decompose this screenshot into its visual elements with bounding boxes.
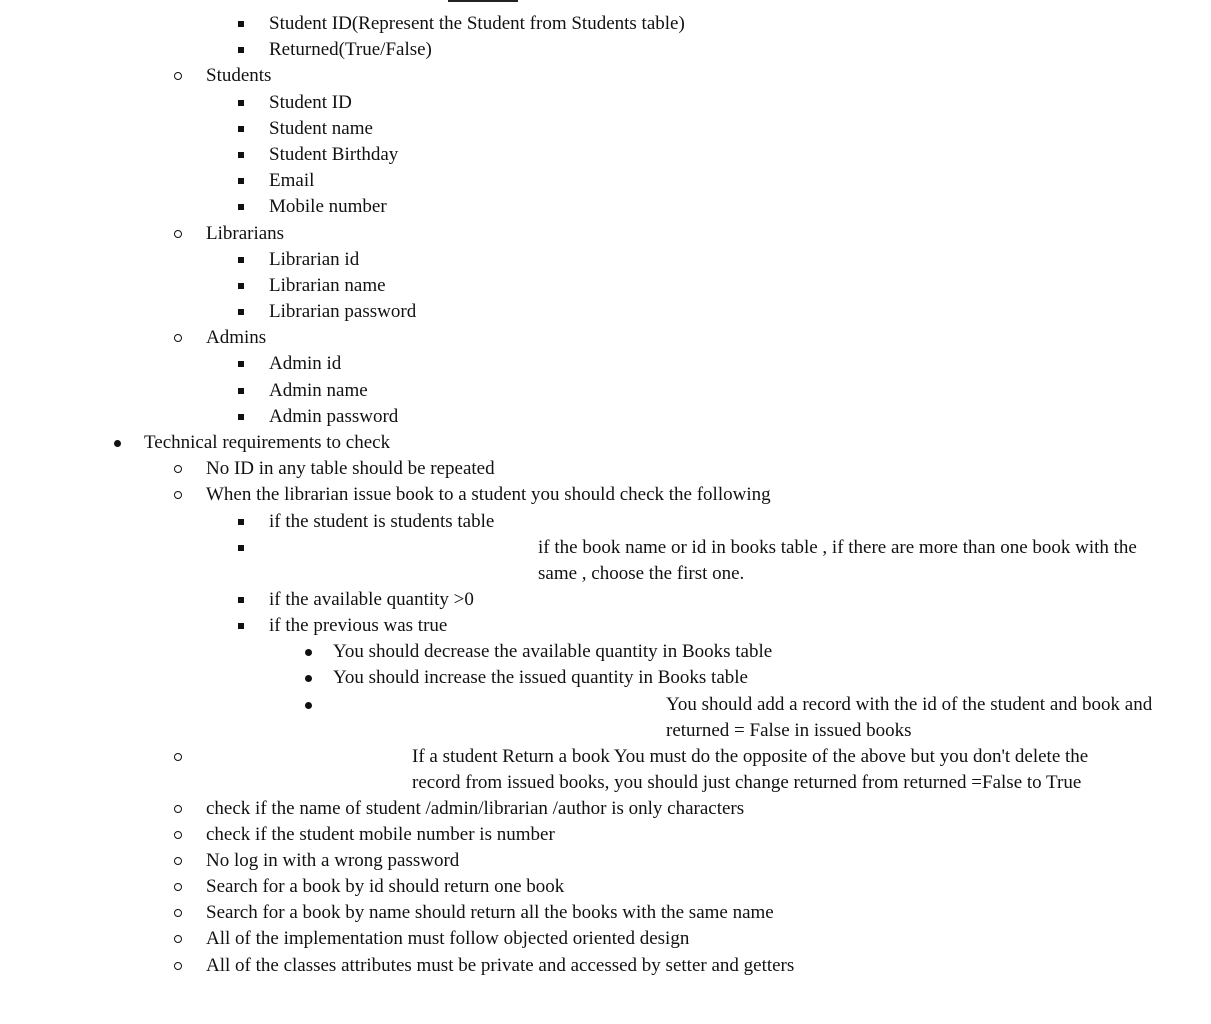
round-bullet-icon [114,440,121,447]
square-bullet-icon [238,100,244,106]
list-item-text: Email [269,170,315,192]
list-item [0,900,906,926]
circle-bullet-icon [174,857,182,865]
list-item [0,37,906,63]
list-item [0,63,906,89]
list-item-text: Student name [269,117,373,139]
list-item-text: Students [206,65,272,87]
list-item [0,430,906,456]
list-item [0,378,906,404]
list-item [0,90,906,116]
list-item [0,404,906,430]
list-item [0,822,906,848]
list-item-text: Librarians [206,222,285,244]
list-item [0,926,906,952]
list-item-text: Admins [206,327,267,349]
list-item-text: Student ID(Represent the Student from Students table) [269,13,685,34]
square-bullet-icon [238,519,244,525]
list-item-text: if the available quantity >0 [269,588,474,610]
document-body [0,11,1153,979]
circle-bullet-icon [174,72,182,80]
list-item-text: Mobile number [269,196,387,218]
list-item-text: if the book name or id in books table , if there are more than one book with the same , choose the first one. [538,536,1137,584]
list-item [0,848,906,874]
circle-bullet-icon [174,962,182,970]
circle-bullet-icon [174,491,182,499]
square-bullet-icon [238,309,244,315]
square-bullet-icon [238,152,244,158]
list-item-text: When the librarian issue book to a student you should check the following [206,484,771,506]
list-item-text: No log in with a wrong password [206,849,460,871]
square-bullet-icon [238,597,244,603]
list-item-text: check if the name of student /admin/librarian /author is only characters [206,797,745,819]
list-item [0,11,906,37]
list-item-text: if the previous was true [269,614,448,636]
list-item [0,509,906,535]
square-bullet-icon [238,283,244,289]
list-item-text: You should add a record with the id of the student and book and returned = False in issued books [666,693,1153,741]
list-item [0,535,1137,587]
list-item [0,247,906,273]
list-item-text: Student Birthday [269,143,399,165]
list-item-text: If a student Return a book You must do the opposite of the above but you don't delete the record from issued books, you should just change returned from returned =False to True [412,745,1089,793]
list-item [0,299,906,325]
circle-bullet-icon [174,805,182,813]
circle-bullet-icon [174,935,182,943]
round-bullet-icon [305,649,312,656]
top-divider [448,0,518,2]
list-item-text: Returned(True/False) [269,39,432,61]
list-item-text: You should decrease the available quantity in Books table [333,641,773,663]
round-bullet-icon [305,702,312,709]
circle-bullet-icon [174,465,182,473]
list-item-text: You should increase the issued quantity in Books table [333,667,748,689]
list-item-text: Student ID [269,91,352,113]
list-item-text: All of the classes attributes must be private and accessed by setter and getters [206,954,795,976]
circle-bullet-icon [174,753,182,761]
list-item [0,325,906,351]
list-item [0,744,1089,796]
list-item [0,613,906,639]
list-item [0,953,906,979]
circle-bullet-icon [174,334,182,342]
circle-bullet-icon [174,883,182,891]
square-bullet-icon [238,414,244,420]
square-bullet-icon [238,126,244,132]
square-bullet-icon [238,47,244,53]
list-item [0,665,906,691]
list-item-text: if the student is students table [269,510,495,532]
list-item [0,639,906,665]
square-bullet-icon [238,178,244,184]
square-bullet-icon [238,388,244,394]
circle-bullet-icon [174,230,182,238]
square-bullet-icon [238,257,244,263]
square-bullet-icon [238,204,244,210]
list-item-text: Admin password [269,405,399,427]
list-item [0,796,906,822]
circle-bullet-icon [174,909,182,917]
list-item [0,587,906,613]
list-item [0,692,1153,744]
section-heading: Technical requirements to check [144,432,391,453]
list-item [0,456,906,482]
list-item-text: Librarian password [269,301,417,323]
circle-bullet-icon [174,831,182,839]
list-item [0,142,906,168]
list-item [0,482,906,508]
list-item-text: Librarian name [269,274,386,296]
list-item-text: check if the student mobile number is number [206,823,555,845]
list-item [0,351,906,377]
square-bullet-icon [238,623,244,629]
list-item-text: Admin name [269,379,368,401]
list-item-text: No ID in any table should be repeated [206,458,495,480]
list-item [0,168,906,194]
list-item-text: Admin id [269,353,342,375]
square-bullet-icon [238,361,244,367]
list-item-text: Search for a book by name should return all the books with the same name [206,902,774,924]
list-item-text: All of the implementation must follow objected oriented design [206,928,690,950]
list-item [0,273,906,299]
list-item [0,116,906,142]
square-bullet-icon [238,545,244,551]
list-item [0,221,906,247]
round-bullet-icon [305,675,312,682]
list-item-text: Librarian id [269,248,360,270]
list-item [0,194,906,220]
list-item [0,874,906,900]
list-item-text: Search for a book by id should return one book [206,876,565,898]
square-bullet-icon [238,21,244,27]
